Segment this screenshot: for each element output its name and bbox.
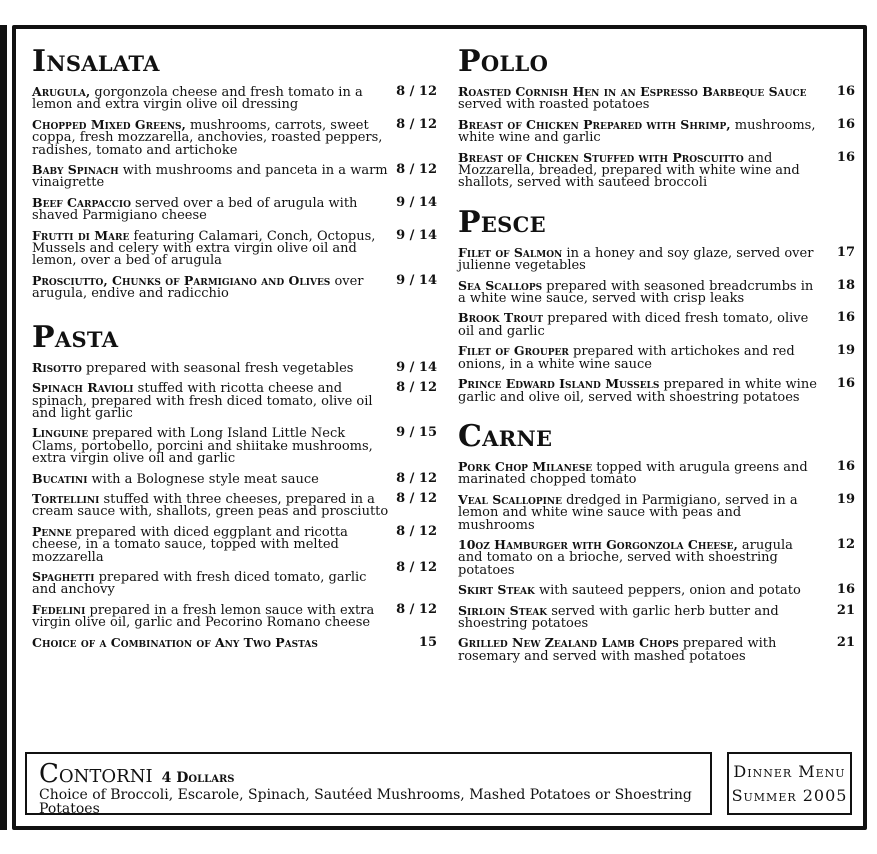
menu-item-text: [458, 602, 855, 631]
menu-item-description: stuffed with ricotta cheese and spinach, prepared with fresh diced tomato, olive oil and light garlic: [32, 381, 373, 421]
menu-item-name: Brook Trout: [458, 310, 544, 326]
menu-item-price: 8 / 12: [396, 84, 437, 99]
menu-item-description: prepared with rosemary and served with mashed potatoes: [458, 636, 777, 664]
menu-item-price: 19: [836, 343, 855, 359]
menu-item-price: 16: [836, 310, 855, 326]
menu-item-price: 16: [836, 582, 855, 598]
menu-item: [32, 227, 437, 269]
menu-item-name: Breast of Chicken Stuffed with Proscuitto: [458, 149, 744, 165]
menu-item-description: and Mozzarella, breaded, prepared with white wine and shallots, served with sauteed broccoli: [458, 150, 800, 191]
menu-item: [458, 277, 855, 307]
left-edge-bar: [0, 25, 7, 830]
menu-item-name: Filet of Salmon: [458, 244, 563, 260]
menu-item: [458, 149, 855, 191]
menu-item-name: Prosciutto, Chunks of Parmigiano and Olives: [32, 272, 331, 288]
menu-item: [458, 602, 855, 631]
menu-item: [32, 86, 437, 112]
menu-item: [458, 458, 855, 488]
menu-item-text: [32, 272, 437, 302]
menu-item-price: 16: [836, 376, 855, 392]
menu-item-text: [458, 312, 855, 338]
menu-item: [458, 536, 855, 578]
menu-item-text: [32, 194, 437, 224]
section-title-insalata: Insalata: [32, 44, 160, 79]
menu-item-text: [32, 359, 437, 376]
menu-item-text: [32, 116, 437, 158]
menu-item-description: in a honey and soy glaze, served over julienne vegetables: [458, 245, 814, 274]
menu-item-name: Penne: [32, 523, 72, 539]
menu-item-name: Skirt Steak: [458, 582, 535, 598]
menu-item-price: 16: [836, 116, 855, 132]
menu-item-description: mushrooms, white wine and garlic: [458, 117, 816, 146]
menu-item-price: 8 / 12: [396, 470, 437, 486]
menu-item-name: Arugula,: [32, 84, 91, 99]
menu-item: [458, 116, 855, 146]
menu-item-name: Beef Carpaccio: [32, 194, 131, 210]
menu-item-description: featuring Calamari, Conch, Octopus, Mussels and celery with extra virgin olive oil and lemon, over a bed of arugula: [32, 228, 376, 269]
menu-item-description: prepared in white wine garlic and olive oil, served with shoestring potatoes: [458, 377, 817, 405]
menu-item: [32, 382, 437, 420]
menu-item: [32, 116, 437, 158]
left-column: [32, 45, 437, 650]
menu-item: [32, 272, 437, 302]
menu-item-name: Spaghetti: [32, 568, 95, 584]
contorni-description: Choice of Broccoli, Escarole, Spinach, Sautéed Mushrooms, Mashed Potatoes or Shoestring Potatoes: [39, 787, 692, 817]
menu-item: [458, 584, 855, 597]
menu-item-price: 8 / 12: [396, 162, 437, 178]
menu-item-description: dredged in Parmigiano, served in a lemon and white wine sauce with peas and mushrooms: [458, 492, 798, 533]
pesce-list: [458, 244, 855, 405]
menu-item-text: [32, 634, 437, 650]
menu-item: [458, 244, 855, 274]
menu-item-description: with sauteed peppers, onion and potato: [534, 583, 801, 599]
menu-item-description: prepared with seasoned breadcrumbs in a white wine sauce, served with crisp leaks: [458, 278, 814, 307]
menu-item-description: gorgonzola cheese and fresh tomato in a lemon and extra virgin olive oil dressing: [32, 85, 363, 113]
menu-item-text: [458, 116, 855, 146]
menu-item-text: [32, 86, 437, 112]
menu-item-description: stuffed with three cheeses, prepared in a cream sauce with, shallots, green peas and prosciutto: [32, 491, 389, 520]
menu-item-price: 15: [418, 634, 437, 650]
menu-item-name: Bucatini: [32, 470, 88, 486]
menu-item: [32, 359, 437, 376]
contorni-box: [25, 752, 712, 815]
menu-item: [32, 194, 437, 224]
season-badge-line1: Dinner Menu: [733, 762, 846, 781]
section-title-carne: Carne: [458, 418, 553, 454]
menu-item-text: [32, 568, 437, 598]
menu-item-description: prepared with seasonal fresh vegetables: [81, 360, 354, 376]
menu-item-name: Risotto: [32, 359, 82, 375]
menu-item-name: Sirloin Steak: [458, 602, 548, 618]
pollo-list: [458, 86, 855, 190]
menu-frame: [12, 25, 867, 830]
menu-item: [32, 634, 437, 650]
menu-item-description: prepared in a fresh lemon sauce with extra virgin olive oil, garlic and Pecorino Romano cheese: [32, 602, 375, 631]
pasta-list: [32, 359, 437, 650]
section-title-pasta: Pasta: [32, 319, 119, 355]
menu-item-text: [458, 637, 855, 663]
menu-item-description: prepared with artichokes and red onions, in a white wine sauce: [458, 344, 795, 372]
section-title-pesce: Pesce: [458, 204, 546, 240]
menu-item: [458, 86, 855, 112]
menu-item: [32, 523, 437, 575]
menu-item-name: Pork Chop Milanese: [458, 458, 593, 474]
menu-item-description: served with roasted potatoes: [458, 97, 650, 113]
menu-item: [32, 568, 437, 598]
menu-item-description: prepared with diced eggplant and ricotta cheese, in a tomato sauce, topped with melted mozzarella: [32, 524, 348, 565]
menu-item-price: 17: [836, 244, 855, 260]
insalata-list: [32, 86, 437, 301]
menu-item-price: 9 / 14: [396, 194, 437, 210]
menu-item-text: [458, 86, 855, 112]
menu-item-name: Tortellini: [32, 490, 100, 506]
menu-item-name: Roasted Cornish Hen in an Espresso Barbeque Sauce: [458, 84, 807, 99]
menu-item-description: with mushrooms and panceta in a warm vinaigrette: [32, 163, 388, 191]
menu-item-text: [32, 227, 437, 269]
menu-item-name: Filet of Grouper: [458, 343, 569, 359]
menu-item-description: arugula and tomato on a brioche, served with shoestring potatoes: [458, 537, 793, 578]
menu-item-price: 9 / 14: [396, 272, 437, 288]
right-column: [458, 45, 855, 663]
menu-item-description: prepared with diced fresh tomato, olive oil and garlic: [458, 311, 809, 339]
menu-item-name: 10oz Hamburger with Gorgonzola Cheese,: [458, 536, 738, 552]
menu-item: [32, 164, 437, 190]
menu-item-price: 16: [836, 84, 855, 99]
menu-item-text: [32, 523, 437, 565]
menu-item-description: prepared with Long Island Little Neck Clams, portobello, porcini and shiitake mushrooms, extra virgin olive oil and garlic: [32, 426, 373, 467]
menu-item-name: Breast of Chicken Prepared with Shrimp,: [458, 116, 731, 132]
menu-item-text: [32, 470, 437, 487]
season-badge-line2: Summer 2005: [731, 786, 848, 805]
menu-item-name: Sea Scallops: [458, 277, 543, 293]
contorni-heading: [39, 760, 698, 788]
menu-item-text: [32, 601, 437, 631]
menu-item-text: [458, 244, 855, 274]
menu-item-description: served over a bed of arugula with shaved Parmigiano cheese: [32, 195, 358, 224]
menu-item-text: [32, 382, 437, 420]
menu-item-price: 9 / 15: [396, 425, 437, 441]
menu-item-name: Prince Edward Island Mussels: [458, 376, 660, 392]
menu-item-price-secondary: 8 / 12: [396, 559, 437, 575]
menu-item-text: [32, 427, 437, 465]
contorni-title: Contorni: [39, 759, 153, 789]
menu-item-text: [458, 345, 855, 371]
menu-item-text: [458, 536, 855, 578]
menu-item-price: 8 / 12: [396, 601, 437, 617]
menu-item-text: [458, 458, 855, 488]
menu-item: [458, 378, 855, 404]
section-title-pollo: Pollo: [458, 44, 549, 79]
menu-item-price: 9 / 14: [396, 227, 437, 243]
menu-item: [458, 345, 855, 371]
menu-item-name: Frutti di Mare: [32, 227, 130, 243]
carne-list: [458, 458, 855, 664]
menu-item-price: 16: [836, 458, 855, 474]
menu-item-name: Spinach Ravioli: [32, 380, 134, 396]
menu-item-name: Veal Scallopine: [458, 491, 562, 507]
menu-item-text: [458, 378, 855, 404]
menu-item-price: 12: [836, 536, 855, 552]
menu-item-name: Choice of a Combination of Any Two Pastas: [32, 634, 318, 650]
season-badge: [727, 752, 852, 815]
menu-item-description: served with garlic herb butter and shoestring potatoes: [458, 603, 779, 631]
menu-item-description: topped with arugula greens and marinated chopped tomato: [458, 459, 808, 488]
menu-item-price: 21: [836, 635, 855, 651]
menu-item-description: mushrooms, carrots, sweet coppa, fresh mozzarella, anchovies, roasted peppers, radishes, tomato and artichoke: [32, 117, 383, 158]
menu-item-price: 8 / 12: [396, 490, 437, 506]
menu-item: [32, 490, 437, 520]
menu-item-price: 9 / 14: [396, 359, 437, 375]
menu-item-text: [458, 491, 855, 533]
menu-item-text: [458, 149, 855, 191]
contorni-price: 4 Dollars: [161, 770, 235, 786]
menu-item-description: over arugula, endive and radicchio: [32, 273, 364, 302]
menu-item-name: Linguine: [32, 425, 89, 441]
menu-item: [458, 312, 855, 338]
menu-item-price: 18: [836, 277, 855, 293]
menu-item-text: [458, 277, 855, 307]
menu-item-name: Fedelini: [32, 601, 86, 617]
menu-item-price: 8 / 12: [396, 380, 437, 396]
menu-item: [32, 470, 437, 487]
menu-item: [458, 637, 855, 663]
menu-item-text: [32, 490, 437, 520]
menu-item-price: 8 / 12: [396, 523, 437, 539]
menu-item: [32, 601, 437, 631]
menu-item-price: 21: [836, 602, 855, 618]
menu-item: [32, 427, 437, 465]
menu-item-name: Baby Spinach: [32, 162, 119, 178]
menu-item-name: Chopped Mixed Greens,: [32, 116, 186, 132]
menu-item-text: [458, 584, 855, 597]
menu-item: [458, 491, 855, 533]
menu-item-price: 8 / 12: [396, 116, 437, 132]
menu-item-text: [32, 164, 437, 190]
menu-item-name: Grilled New Zealand Lamb Chops: [458, 635, 679, 651]
menu-item-description: with a Bolognese style meat sauce: [87, 471, 319, 487]
menu-item-price: 16: [836, 149, 855, 165]
menu-item-price: 19: [836, 491, 855, 507]
menu-item-description: prepared with fresh diced tomato, garlic and anchovy: [32, 569, 367, 598]
